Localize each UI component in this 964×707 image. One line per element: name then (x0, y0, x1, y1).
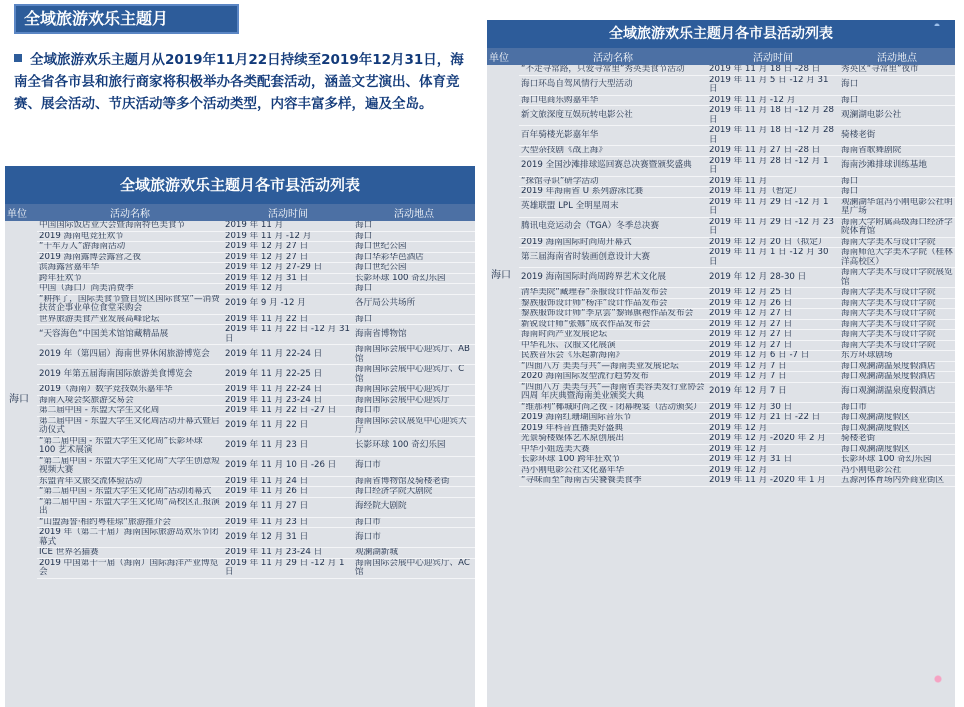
activity-name-cell: 2019 海南电竞狂欢节 (37, 231, 223, 242)
table-row (487, 217, 955, 237)
activity-time-cell: 2019 年 12 月 27-29 日 (223, 263, 353, 274)
table-row (487, 455, 955, 466)
table-row (487, 351, 955, 362)
table-row (5, 263, 475, 274)
right-header-unit: 单位 (487, 48, 519, 65)
activity-place-cell: 海口观澜湖温泉度假酒店 (839, 382, 955, 402)
activity-time-cell: 2019 年 11 月 18 日 -12 月 28 日 (707, 126, 839, 146)
activity-place-cell: 海南国际会展中心迎宾厅、C 馆 (353, 365, 475, 385)
table-row (487, 413, 955, 424)
table-row (487, 402, 955, 413)
table-row (487, 197, 955, 217)
left-table-header-row (5, 204, 475, 221)
table-row (5, 273, 475, 284)
activity-time-cell: 2019 年 11 月 5 日 -12 月 31 日 (707, 75, 839, 95)
activity-time-cell: 2019 年 11 月 29 日 -12 月 23 日 (707, 217, 839, 237)
activity-name-cell: 冯小刚电影公社文化嘉年华 (519, 465, 707, 476)
activity-place-cell: 观澜湖电影公社 (839, 106, 955, 126)
activity-time-cell: 2019 年 11 月 23-24 日 (223, 548, 353, 559)
table-row (487, 382, 955, 402)
activity-time-cell: 2019 年 11 月（暂定） (707, 187, 839, 198)
activity-place-cell: 东方环球剧场 (839, 351, 955, 362)
activity-name-cell: “维那利”椰城时尚之夜 - 闭幕晚宴（活动颁奖） (519, 402, 707, 413)
table-row (487, 330, 955, 341)
left-table-body (5, 221, 475, 578)
left-activity-table-panel (5, 166, 475, 707)
activity-place-cell: 海口 (353, 231, 475, 242)
activity-name-cell: 黎族服饰设计师“杨洋”设计作品发布会 (519, 298, 707, 309)
table-row (487, 444, 955, 455)
activity-name-cell: 清华美院“藏理春”茶服设计作品发布会 (519, 288, 707, 299)
activity-time-cell: 2019 年 11 月 29 日 -12 月 1 日 (707, 197, 839, 217)
left-header-place: 活动地点 (353, 204, 475, 221)
activity-name-cell: ICE 世界名猫赛 (37, 548, 223, 559)
activity-time-cell: 2019 年 12 月 28-30 日 (707, 268, 839, 288)
activity-place-cell: 海口 (353, 221, 475, 231)
activity-name-cell: 跨年狂欢节 (37, 273, 223, 284)
activity-time-cell: 2019 年 12 月 (707, 423, 839, 434)
activity-time-cell: 2019 年 12 月 7 日 (707, 382, 839, 402)
activity-time-cell: 2019 年 11 月 22 日 -12 月 31 日 (223, 325, 353, 345)
left-header-time: 活动时间 (223, 204, 353, 221)
table-row (487, 340, 955, 351)
table-row (5, 231, 475, 242)
activity-place-cell: 冯小刚电影公社 (839, 465, 955, 476)
activity-name-cell: 光景骑楼媒体艺术原创展出 (519, 434, 707, 445)
activity-time-cell: 2019 年 12 月 (707, 465, 839, 476)
table-row (5, 416, 475, 436)
right-activity-table-panel (487, 20, 955, 707)
activity-time-cell: 2019 年 12 月 -2020 年 2 月 (707, 434, 839, 445)
right-table-title: 全域旅游欢乐主题月各市县活动列表 (487, 20, 955, 48)
activity-name-cell: “天容海色”中国美术馆馆藏精品展 (37, 325, 223, 345)
activity-name-cell: 2019 年（第二十届）海南国际旅游岛欢乐节闭幕式 (37, 528, 223, 548)
table-row (487, 95, 955, 106)
activity-name-cell: 第三届海南省时装画创意设计大赛 (519, 248, 707, 268)
activity-name-cell: 2019 海南露博会露营之夜 (37, 252, 223, 263)
right-header-time: 活动时间 (707, 48, 839, 65)
activity-time-cell: 2019 年 11 月 28 日 -12 月 1 日 (707, 156, 839, 176)
right-header-name: 活动名称 (519, 48, 707, 65)
activity-time-cell: 2019 年 12 月 7 日 (707, 372, 839, 383)
activity-place-cell: 海南国际会展中心迎宾厅、AB 馆 (353, 345, 475, 365)
activity-name-cell: 第二届中国 - 东盟大学生文化周活动开幕式暨启动仪式 (37, 416, 223, 436)
table-row (5, 548, 475, 559)
activity-place-cell: 五源河体育场内外商业街区 (839, 476, 955, 487)
table-row (487, 309, 955, 320)
activity-place-cell: 海南大学美术与设计学院 (839, 340, 955, 351)
activity-name-cell: 黎族服饰设计师“李京雲”黎锦旗袍作品发布会 (519, 309, 707, 320)
activity-name-cell: 海南入境会奖旅游交易会 (37, 395, 223, 406)
activity-time-cell: 2019 年 11 月 1 日 -12 月 30 日 (707, 248, 839, 268)
activity-place-cell: 海口市 (839, 402, 955, 413)
activity-time-cell: 2019 年 11 月 24 日 (223, 476, 353, 487)
activity-time-cell: 2019 年 11 月 22-25 日 (223, 365, 353, 385)
activity-time-cell: 2019 年 12 月 21 日 -22 日 (707, 413, 839, 424)
activity-name-cell: 中国（海口）尚美消费季 (37, 284, 223, 295)
activity-time-cell: 2019 年 12 月 (223, 284, 353, 295)
activity-place-cell: 海南国际会展中心迎宾厅 (353, 395, 475, 406)
left-unit-cell: 海口 (9, 393, 29, 405)
activity-name-cell: 长影环球 100 跨年狂欢节 (519, 455, 707, 466)
activity-time-cell: 2019 年 11 月 23 日 (223, 517, 353, 528)
table-row (5, 476, 475, 487)
activity-name-cell: “耕挥了，国际美食节暨自贸区国际食堂”—消费扶贫企事业单位食堂采购会 (37, 294, 223, 314)
firework-decoration-icon (916, 657, 960, 701)
activity-place-cell: 海口观澜湖温泉度假酒店 (839, 372, 955, 383)
activity-place-cell: 海南大学美术与设计学院 (839, 298, 955, 309)
activity-name-cell: 2020 海南国际发型流行趋势发布 (519, 372, 707, 383)
activity-place-cell: 海口华彩华邑酒店 (353, 252, 475, 263)
right-activity-table (487, 48, 955, 487)
table-row (5, 242, 475, 253)
activity-place-cell: 海口世纪公园 (353, 263, 475, 274)
activity-place-cell: 海口经济学院大剧院 (353, 487, 475, 498)
activity-place-cell: 海口观澜湖温泉度假酒店 (839, 361, 955, 372)
activity-name-cell: 2019 海南红珊瑚国际音乐节 (519, 413, 707, 424)
right-table-header-row (487, 48, 955, 65)
activity-place-cell: 海南省歌舞剧院 (839, 146, 955, 157)
table-row (487, 126, 955, 146)
activity-name-cell: “第二届中国 - 东盟大学生文化周”高校区汇报演出 (37, 497, 223, 517)
activity-time-cell: 2019 年 11 月 (707, 176, 839, 187)
activity-name-cell: 2019 年海南省 U 系列游泳比赛 (519, 187, 707, 198)
activity-place-cell: 秀英区“寻常里”夜市 (839, 65, 955, 75)
activity-place-cell: 海南省博物馆 (353, 325, 475, 345)
activity-place-cell: 海南大学附属高级海口经济学院体育馆 (839, 217, 955, 237)
activity-place-cell: 海南大学美术与设计学院 (839, 288, 955, 299)
table-row (487, 156, 955, 176)
activity-name-cell: 海口环岛自驾风情行大型活动 (519, 75, 707, 95)
activity-place-cell: 海南国际会展中心迎宾厅 (353, 385, 475, 396)
table-row (5, 558, 475, 578)
activity-name-cell: 民族音乐会《乐起新海南》 (519, 351, 707, 362)
table-row (5, 436, 475, 456)
activity-name-cell: 2019（海南）数字竞技娱乐嘉年华 (37, 385, 223, 396)
table-row (487, 65, 955, 75)
table-row (5, 456, 475, 476)
activity-time-cell: 2019 年 11 月 18 日 -12 月 28 日 (707, 106, 839, 126)
activity-name-cell: 海口电商乐购嘉年华 (519, 95, 707, 106)
activity-place-cell: 骑楼老街 (839, 126, 955, 146)
activity-time-cell: 2019 年 11 月 (223, 221, 353, 231)
activity-place-cell: 海口 (839, 176, 955, 187)
activity-name-cell: “寻味而至”海南舌尖饕餮美食季 (519, 476, 707, 487)
activity-time-cell: 2019 年 11 月 22-24 日 (223, 385, 353, 396)
activity-name-cell: “山盟海誓·相约粤桂琼”旅游推介会 (37, 517, 223, 528)
activity-time-cell: 2019 年 11 月 -12 月 (223, 231, 353, 242)
left-header-unit: 单位 (5, 204, 37, 221)
activity-place-cell: 海口 (353, 284, 475, 295)
activity-place-cell: 观澜湖华谊冯小刚电影公社明星广场 (839, 197, 955, 217)
left-header-name: 活动名称 (37, 204, 223, 221)
table-row (487, 423, 955, 434)
activity-place-cell: 海南大学美术与设计学院 (839, 319, 955, 330)
activity-time-cell: 2019 年 12 月 31 日 (223, 273, 353, 284)
activity-name-cell: 2019 海南国际时尚周开幕式 (519, 237, 707, 248)
activity-place-cell: 海口观澜湖度假区 (839, 423, 955, 434)
table-row (5, 365, 475, 385)
activity-name-cell: “四面八方 美美与共”—海南省美容美发行业协会四周 年庆典暨海南美业颁奖大典 (519, 382, 707, 402)
activity-time-cell: 2019 年 11 月 22 日 -27 日 (223, 406, 353, 417)
left-table-title: 全域旅游欢乐主题月各市县活动列表 (5, 166, 475, 204)
table-row (487, 476, 955, 487)
activity-time-cell: 2019 年 12 月 27 日 (707, 340, 839, 351)
activity-time-cell: 2019 年 11 月 29 日 -12 月 1 日 (223, 558, 353, 578)
table-row (487, 75, 955, 95)
activity-time-cell: 2019 年 11 月 -12 月 (707, 95, 839, 106)
activity-time-cell: 2019 年 12 月 (707, 444, 839, 455)
activity-place-cell: 海口世纪公园 (353, 242, 475, 253)
activity-time-cell: 2019 年 11 月 18 日 -28 日 (707, 65, 839, 75)
activity-place-cell: 海口市 (353, 517, 475, 528)
bullet-square-icon (14, 54, 22, 62)
activity-place-cell: 海口 (839, 95, 955, 106)
activity-place-cell: 长影环球 100 奇幻乐园 (353, 436, 475, 456)
table-row (487, 319, 955, 330)
activity-time-cell: 2019 年 12 月 25 日 (707, 288, 839, 299)
firework-decoration-icon (912, 2, 962, 26)
right-header-place: 活动地点 (839, 48, 955, 65)
activity-name-cell: 滨海露营嘉年华 (37, 263, 223, 274)
activity-place-cell: 各厅局公共场所 (353, 294, 475, 314)
table-row (5, 284, 475, 295)
table-row (5, 385, 475, 396)
activity-place-cell: 海口 (839, 187, 955, 198)
table-row (487, 248, 955, 268)
activity-place-cell: 长影环球 100 奇幻乐园 (353, 273, 475, 284)
activity-time-cell: 2019 年 12 月 27 日 (223, 242, 353, 253)
activity-place-cell: 海经院大剧院 (353, 497, 475, 517)
intro-paragraph (14, 49, 474, 115)
activity-name-cell: “千车万人”游海南活动 (37, 242, 223, 253)
activity-name-cell: 世界旅游美食产业发展高峰论坛 (37, 314, 223, 325)
activity-time-cell: 2019 年 11 月 27 日 -28 日 (707, 146, 839, 157)
activity-time-cell: 2019 年 11 月 22-24 日 (223, 345, 353, 365)
activity-time-cell: 2019 年 11 月 22 日 (223, 314, 353, 325)
table-row (487, 465, 955, 476)
activity-name-cell: 英雄联盟 LPL 全明星周末 (519, 197, 707, 217)
table-row (487, 434, 955, 445)
activity-name-cell: “第二届中国 - 东盟大学生文化周”长影环球 100 艺术展演 (37, 436, 223, 456)
activity-name-cell: 第二届中国 - 东盟大学生文化周 (37, 406, 223, 417)
activity-place-cell: 海南大学美术与设计学院 (839, 309, 955, 320)
table-row (487, 237, 955, 248)
activity-name-cell: 中华小姐选美大赛 (519, 444, 707, 455)
activity-place-cell: 海口市 (353, 406, 475, 417)
activity-name-cell: 海南时尚产业发展论坛 (519, 330, 707, 341)
activity-name-cell: 2019 中国第十一届（海南）国际海洋产业博览会 (37, 558, 223, 578)
activity-place-cell: 海南沙滩排球训练基地 (839, 156, 955, 176)
activity-name-cell: 东盟青年文旅交流体验活动 (37, 476, 223, 487)
activity-time-cell: 2019 年 12 月 31 日 (707, 455, 839, 466)
table-row (5, 345, 475, 365)
activity-name-cell: 中华礼乐、汉服文化展演 (519, 340, 707, 351)
activity-name-cell: 2019 年第五届海南国际旅游美食博览会 (37, 365, 223, 385)
activity-name-cell: 新文旅深度互娱玩转电影公社 (519, 106, 707, 126)
activity-time-cell: 2019 年 12 月 27 日 (707, 319, 839, 330)
activity-name-cell: “第二届中国 - 东盟大学生文化周”大学生创意短视频大赛 (37, 456, 223, 476)
activity-time-cell: 2019 年 11 月 23-24 日 (223, 395, 353, 406)
table-row (487, 106, 955, 126)
table-row (487, 372, 955, 383)
activity-place-cell: 骑楼老街 (839, 434, 955, 445)
activity-time-cell: 2019 年 11 月 10 日 -26 日 (223, 456, 353, 476)
activity-name-cell: 新锐设计师“张娜”成衣作品发布会 (519, 319, 707, 330)
activity-time-cell: 2019 年 9 月 -12 月 (223, 294, 353, 314)
activity-place-cell: 海口 (353, 314, 475, 325)
table-row (5, 314, 475, 325)
table-row (5, 406, 475, 417)
section-banner: 全域旅游欢乐主题月 (14, 4, 239, 34)
activity-time-cell: 2019 年 12 月 26 日 (707, 298, 839, 309)
table-row (5, 517, 475, 528)
activity-time-cell: 2019 年 11 月 23 日 (223, 436, 353, 456)
table-row (5, 221, 475, 231)
table-row (5, 294, 475, 314)
activity-time-cell: 2019 年 12 月 30 日 (707, 402, 839, 413)
activity-name-cell: 腾讯电竞运动会（TGA）冬季总决赛 (519, 217, 707, 237)
activity-place-cell: 海南大学美术与设计学院 (839, 330, 955, 341)
table-row (5, 528, 475, 548)
activity-place-cell: 海南国际会展中心迎宾厅、AC 馆 (353, 558, 475, 578)
table-row (487, 298, 955, 309)
left-activity-table (5, 204, 475, 579)
activity-name-cell: “探馆寻识”研学活动 (519, 176, 707, 187)
activity-name-cell: 2019 年科音直播美好盛典 (519, 423, 707, 434)
activity-time-cell: 2019 年 12 月 27 日 (707, 330, 839, 341)
activity-place-cell: 海口观澜湖度假区 (839, 413, 955, 424)
activity-place-cell: 海南大学美术与设计学院 (839, 237, 955, 248)
activity-name-cell: 百年骑楼光影嘉年华 (519, 126, 707, 146)
activity-place-cell: 观澜湖新城 (353, 548, 475, 559)
activity-name-cell: 中国国际饭店业大会暨海南特色美食节 (37, 221, 223, 231)
activity-time-cell: 2019 年 11 月 27 日 (223, 497, 353, 517)
table-row (487, 288, 955, 299)
activity-time-cell: 2019 年 12 月 20 日（拟定） (707, 237, 839, 248)
activity-time-cell: 2019 年 12 月 7 日 (707, 361, 839, 372)
activity-place-cell: 长影环球 100 奇幻乐园 (839, 455, 955, 466)
right-unit-cell: 海口 (491, 269, 511, 281)
activity-name-cell: 2019 海南国际时尚周跨界艺术文化展 (519, 268, 707, 288)
activity-place-cell: 海口 (839, 75, 955, 95)
activity-name-cell: “第二届中国 - 东盟大学生文化周”活动闭幕式 (37, 487, 223, 498)
activity-time-cell: 2019 年 12 月 31 日 (223, 528, 353, 548)
activity-name-cell: 2019 年（第四届）海南世界休闲旅游博览会 (37, 345, 223, 365)
table-row (5, 252, 475, 263)
activity-name-cell: 大型杂技剧《战上海》 (519, 146, 707, 157)
table-row (5, 325, 475, 345)
activity-place-cell: 海口市 (353, 456, 475, 476)
table-row (5, 395, 475, 406)
table-row (487, 268, 955, 288)
activity-time-cell: 2019 年 12 月 27 日 (707, 309, 839, 320)
table-row (487, 361, 955, 372)
activity-time-cell: 2019 年 12 月 6 日 -7 日 (707, 351, 839, 362)
activity-name-cell: “四面八方 美美与共”—海南美业发展论坛 (519, 361, 707, 372)
activity-place-cell: 海南省博物馆及骑楼老街 (353, 476, 475, 487)
activity-time-cell: 2019 年 11 月 -2020 年 1 月 (707, 476, 839, 487)
intro-text: 全域旅游欢乐主题月从2019年11月22日持续至2019年12月31日，海南全省各市县和旅行商家将积极举办各类配套活动，涵盖文艺演出、体育竞赛、展会活动、节庆活动等多个活动类型，内容丰富多样，遍及全岛。 (14, 52, 464, 112)
activity-time-cell: 2019 年 11 月 22 日 (223, 416, 353, 436)
activity-time-cell: 2019 年 11 月 26 日 (223, 487, 353, 498)
activity-time-cell: 2019 年 12 月 27 日 (223, 252, 353, 263)
activity-name-cell: 2019 全国沙滩排球巡回赛总决赛暨颁奖盛典 (519, 156, 707, 176)
table-row (487, 146, 955, 157)
activity-place-cell: 海南国际会议展览中心迎宾大厅 (353, 416, 475, 436)
table-row (5, 497, 475, 517)
activity-place-cell: 海南师范大学美术学院（桂林洋高校区） (839, 248, 955, 268)
activity-name-cell: “不走寻常路，只爱寻常里”秀英美食节活动 (519, 65, 707, 75)
table-row (487, 187, 955, 198)
table-row (487, 176, 955, 187)
activity-place-cell: 海口市 (353, 528, 475, 548)
right-table-body (487, 65, 955, 486)
table-row (5, 487, 475, 498)
activity-place-cell: 海口观澜湖度假区 (839, 444, 955, 455)
activity-place-cell: 海南大学美术与设计学院展览馆 (839, 268, 955, 288)
